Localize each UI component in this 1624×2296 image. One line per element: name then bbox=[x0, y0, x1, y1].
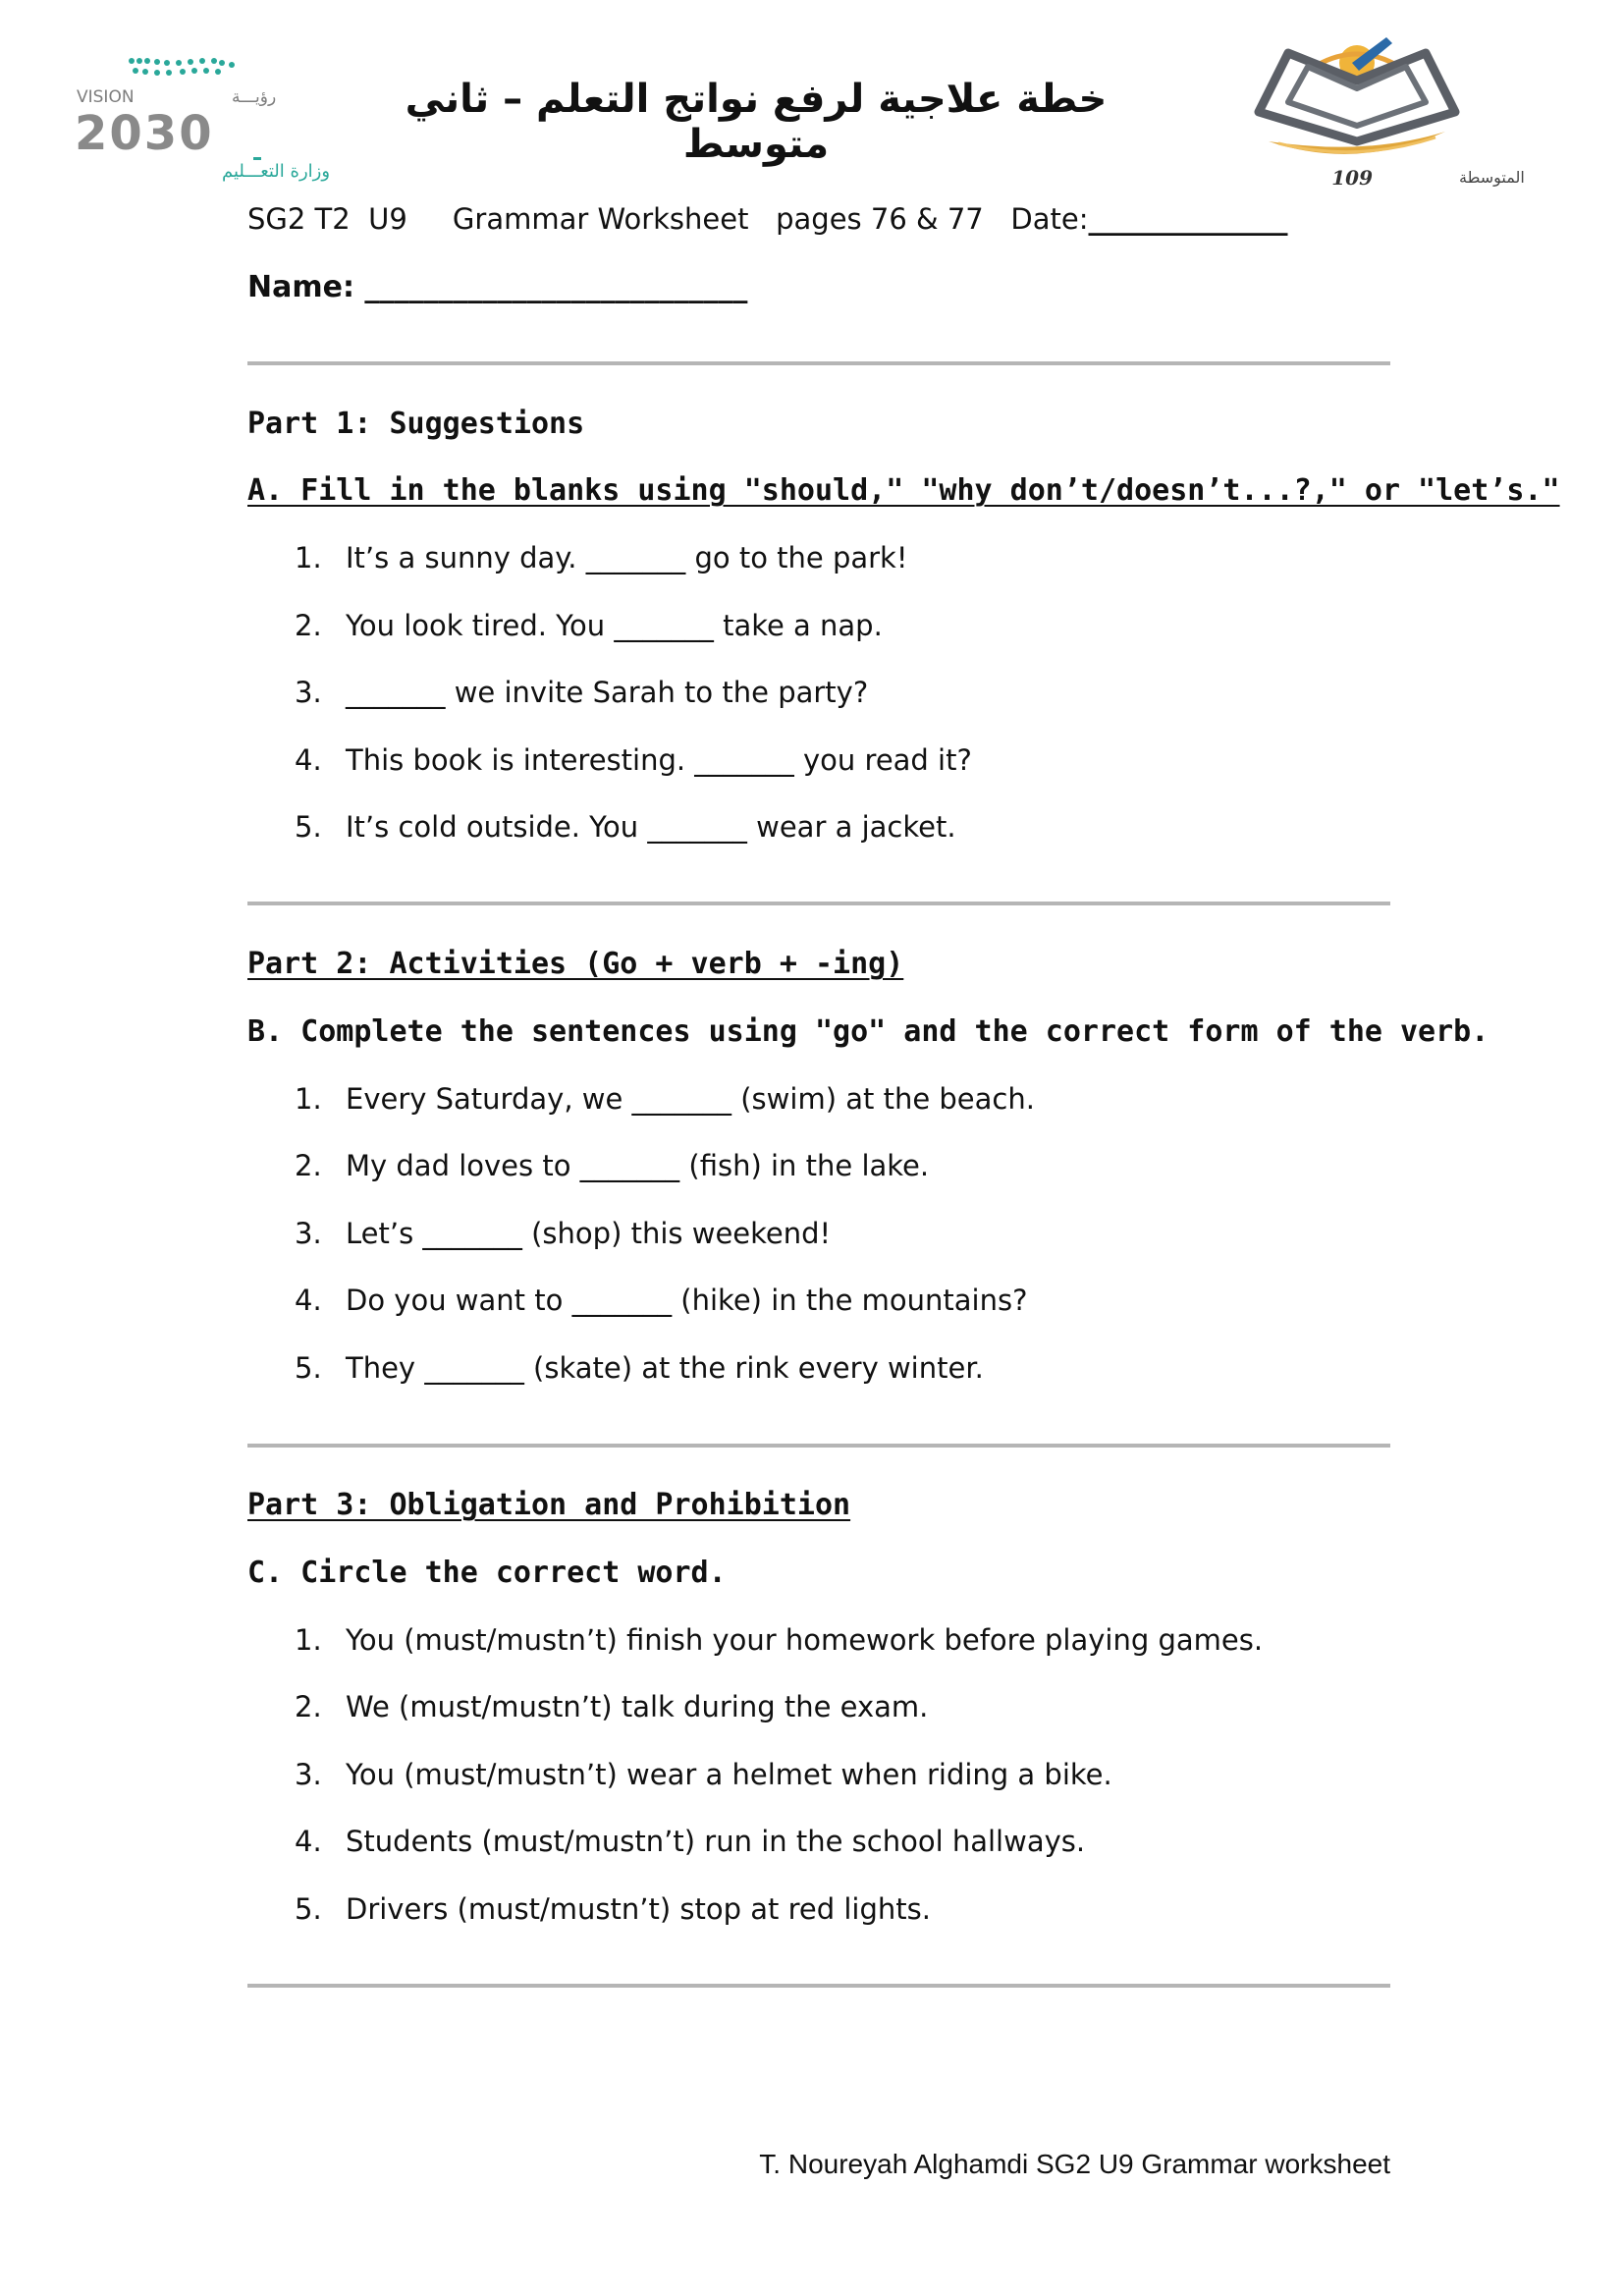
part3-instruction: C. Circle the correct word. bbox=[247, 1556, 727, 1590]
list-item bbox=[295, 541, 907, 574]
list-item bbox=[295, 676, 868, 709]
list-item bbox=[295, 1284, 1028, 1317]
vision-text: VISION bbox=[77, 87, 135, 107]
item-number: 1. bbox=[295, 1082, 322, 1116]
item-text: Let’s _______ (shop) this weekend! bbox=[346, 1217, 832, 1250]
vision-2030-logo bbox=[75, 51, 331, 189]
name-label: Name: bbox=[247, 270, 354, 304]
item-text: It’s cold outside. You _______ wear a jacket. bbox=[346, 810, 956, 844]
part3-title: Part 3: Obligation and Prohibition bbox=[247, 1488, 851, 1522]
list-item bbox=[295, 1149, 929, 1182]
part1-title: Part 1: Suggestions bbox=[247, 407, 585, 441]
item-number: 3. bbox=[295, 676, 322, 709]
item-number: 4. bbox=[295, 1284, 322, 1317]
item-number: 1. bbox=[295, 541, 322, 574]
school-logo bbox=[1249, 33, 1525, 191]
item-text: You look tired. You _______ take a nap. bbox=[346, 609, 883, 642]
list-item bbox=[295, 609, 883, 642]
item-text: Every Saturday, we _______ (swim) at the beach. bbox=[346, 1082, 1035, 1116]
school-number: 109 bbox=[1331, 166, 1373, 190]
school-name-arabic: المتوسطة bbox=[1459, 168, 1525, 187]
item-number: 2. bbox=[295, 609, 322, 642]
part2-title: Part 2: Activities (Go + verb + -ing) bbox=[247, 947, 904, 981]
list-item bbox=[295, 1758, 1112, 1791]
ministry-arabic-text: وزارة التعـــليم bbox=[222, 161, 331, 182]
name-field[interactable]: __________________________ bbox=[353, 270, 748, 304]
list-item bbox=[295, 1351, 984, 1385]
item-text: Students (must/mustn’t) run in the school hallways. bbox=[346, 1825, 1086, 1858]
vision-2030-mark bbox=[75, 51, 331, 189]
item-number: 2. bbox=[295, 1690, 322, 1723]
item-number: 1. bbox=[295, 1623, 322, 1657]
vision-year: 2030 bbox=[75, 106, 214, 161]
worksheet-meta bbox=[247, 202, 1287, 236]
item-text: Do you want to _______ (hike) in the mountains? bbox=[346, 1284, 1028, 1317]
list-item bbox=[295, 1082, 1035, 1116]
part1-instruction: A. Fill in the blanks using "should," "why don’t/doesn’t...?," or "let’s." bbox=[247, 473, 1560, 508]
divider bbox=[247, 361, 1390, 365]
item-text: This book is interesting. _______ you read it? bbox=[346, 743, 972, 777]
list-item bbox=[295, 1892, 931, 1926]
item-number: 5. bbox=[295, 810, 322, 844]
item-text: They _______ (skate) at the rink every winter. bbox=[346, 1351, 984, 1385]
vision-arabic-text: رؤيـــة bbox=[232, 87, 277, 107]
item-text: My dad loves to _______ (fish) in the lake. bbox=[346, 1149, 930, 1182]
name-row bbox=[247, 270, 747, 304]
item-text: You (must/mustn’t) wear a helmet when riding a bike. bbox=[346, 1758, 1112, 1791]
item-text: It’s a sunny day. _______ go to the park! bbox=[346, 541, 908, 574]
item-number: 5. bbox=[295, 1351, 322, 1385]
item-number: 5. bbox=[295, 1892, 322, 1926]
item-text: You (must/mustn’t) finish your homework before playing games. bbox=[346, 1623, 1264, 1657]
divider bbox=[247, 1984, 1390, 1988]
part2-instruction: B. Complete the sentences using "go" and the correct form of the verb. bbox=[247, 1014, 1489, 1049]
list-item bbox=[295, 810, 956, 844]
worksheet-meta-text: SG2 T2 U9 Grammar Worksheet pages 76 & 77 Date: bbox=[247, 202, 1089, 236]
item-text: We (must/mustn’t) talk during the exam. bbox=[346, 1690, 929, 1723]
list-item bbox=[295, 1623, 1263, 1657]
divider bbox=[247, 1444, 1390, 1448]
school-emblem bbox=[1249, 33, 1525, 191]
item-number: 2. bbox=[295, 1149, 322, 1182]
item-number: 3. bbox=[295, 1758, 322, 1791]
item-text: Drivers (must/mustn’t) stop at red lights. bbox=[346, 1892, 931, 1926]
list-item bbox=[295, 1690, 928, 1723]
item-number: 3. bbox=[295, 1217, 322, 1250]
item-number: 4. bbox=[295, 1825, 322, 1858]
list-item bbox=[295, 1217, 831, 1250]
date-field[interactable]: ______________ bbox=[1088, 202, 1288, 236]
list-item bbox=[295, 743, 972, 777]
divider bbox=[247, 902, 1390, 905]
arabic-page-title: خطة علاجية لرفع نواتج التعلم – ثاني متوسط bbox=[405, 77, 1108, 167]
list-item bbox=[295, 1825, 1085, 1858]
item-text: _______ we invite Sarah to the party? bbox=[346, 676, 869, 709]
page-footer: T. Noureyah Alghamdi SG2 U9 Grammar worksheet bbox=[759, 2149, 1390, 2179]
item-number: 4. bbox=[295, 743, 322, 777]
